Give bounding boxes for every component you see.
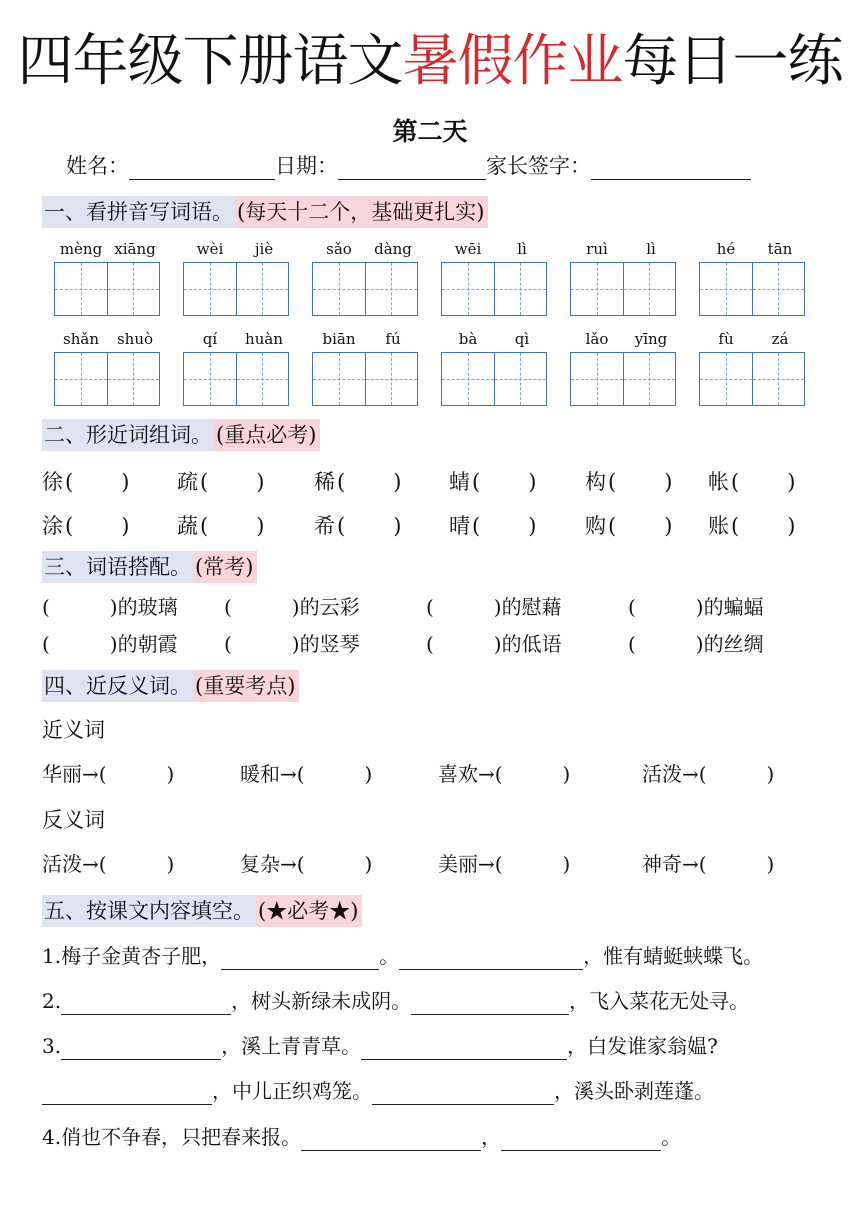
word-pair-item: 美丽→( )	[438, 852, 571, 876]
collocation-item: ( )的慰藉	[426, 595, 562, 619]
pinyin-label	[312, 330, 420, 348]
pinyin-label	[312, 240, 420, 258]
word-pair-item: 复杂→( )	[240, 852, 373, 876]
pinyin-label	[441, 330, 549, 348]
pinyin-label	[54, 240, 162, 258]
pinyin-syllable: hé	[716, 240, 736, 258]
similar-char-item: 帐( )	[708, 470, 798, 494]
pinyin-syllable: ruì	[586, 240, 608, 258]
blank-4b[interactable]	[372, 1084, 554, 1105]
word-pair-item: 活泼→( )	[642, 762, 775, 786]
grid-cell[interactable]	[184, 353, 237, 405]
page-title	[0, 22, 860, 102]
grid-cell[interactable]	[313, 353, 366, 405]
pinyin-syllable: lì	[646, 240, 656, 258]
grid-cell[interactable]	[108, 353, 160, 405]
writing-grid[interactable]	[54, 262, 160, 316]
line-1-text-c: ，惟有蜻蜓蛱蝶飞。	[583, 944, 764, 968]
blank-5b[interactable]	[501, 1130, 661, 1151]
pinyin-syllable: fú	[385, 330, 401, 348]
section-1-title: 一、看拼音写词语。	[42, 196, 235, 228]
line-2-text-c: ，飞入菜花无处寻。	[569, 989, 750, 1013]
pinyin-syllable: wēi	[454, 240, 482, 258]
pinyin-label	[699, 240, 807, 258]
similar-char-item: 蜻( )	[449, 470, 539, 494]
line-2-text-b: ，树头新绿未成阴。	[231, 989, 412, 1013]
pinyin-syllable: lǎo	[585, 330, 609, 348]
pinyin-label	[570, 240, 678, 258]
similar-char-item: 疏( )	[177, 470, 267, 494]
collocation-item: ( )的丝绸	[628, 632, 764, 656]
grid-cell[interactable]	[55, 263, 108, 315]
similar-char-item: 蔬( )	[177, 514, 267, 538]
fill-line-5	[42, 1123, 681, 1151]
grid-cell[interactable]	[313, 263, 366, 315]
grid-cell[interactable]	[571, 263, 624, 315]
sign-label: 家长签字：	[486, 154, 591, 178]
grid-cell[interactable]	[366, 263, 418, 315]
grid-cell[interactable]	[495, 263, 547, 315]
writing-grid[interactable]	[441, 262, 547, 316]
line-3-text-c: ，白发谁家翁媪?	[567, 1034, 718, 1058]
grid-cell[interactable]	[237, 263, 289, 315]
writing-grid[interactable]	[699, 262, 805, 316]
section-3-header	[42, 551, 257, 583]
grid-cell[interactable]	[700, 263, 753, 315]
pinyin-syllable: sǎo	[326, 240, 352, 258]
word-pair-item: 华丽→( )	[42, 762, 175, 786]
name-label: 姓名：	[66, 154, 129, 178]
pinyin-syllable: bà	[458, 330, 478, 348]
grid-cell[interactable]	[442, 263, 495, 315]
word-pair-item: 神奇→( )	[642, 852, 775, 876]
writing-grid[interactable]	[312, 352, 418, 406]
section-2-header	[42, 419, 320, 451]
pinyin-syllable: tān	[767, 240, 793, 258]
collocation-item: ( )的云彩	[224, 595, 360, 619]
grid-cell[interactable]	[624, 353, 676, 405]
similar-char-item: 希( )	[314, 514, 404, 538]
section-4-header	[42, 670, 299, 702]
section-5-title: 五、按课文内容填空。	[42, 895, 256, 927]
blank-1a[interactable]	[221, 949, 379, 970]
grid-cell[interactable]	[237, 353, 289, 405]
similar-char-item: 购( )	[585, 514, 675, 538]
pinyin-syllable: dàng	[374, 240, 412, 258]
line-5-text-c: 。	[661, 1125, 682, 1149]
pinyin-syllable: xiāng	[114, 240, 156, 258]
pinyin-syllable: biān	[322, 330, 356, 348]
blank-2b[interactable]	[411, 994, 569, 1015]
grid-cell[interactable]	[571, 353, 624, 405]
grid-cell[interactable]	[108, 263, 160, 315]
blank-4a[interactable]	[42, 1084, 212, 1105]
pinyin-syllable: mèng	[59, 240, 103, 258]
similar-char-item: 构( )	[585, 470, 675, 494]
antonym-label: 反义词	[42, 808, 105, 832]
line-1-text-a: 1.梅子金黄杏子肥，	[42, 944, 222, 968]
title-part-highlight: 暑假作业	[402, 29, 623, 94]
section-3-title: 三、词语搭配。	[42, 551, 193, 583]
section-1-tag: (每天十二个，基础更扎实)	[235, 196, 488, 228]
pinyin-label	[183, 330, 291, 348]
fill-line-2	[42, 987, 749, 1015]
pinyin-label	[570, 330, 678, 348]
line-3-text-a: 3.	[42, 1034, 62, 1058]
title-part-1: 四年级下册语文	[17, 29, 403, 94]
info-row	[66, 152, 751, 180]
fill-line-1	[42, 942, 763, 970]
grid-cell[interactable]	[184, 263, 237, 315]
blank-1b[interactable]	[399, 949, 583, 970]
pinyin-syllable: huàn	[245, 330, 283, 348]
pinyin-syllable: fù	[718, 330, 734, 348]
writing-grid[interactable]	[183, 262, 289, 316]
pinyin-label	[441, 240, 549, 258]
blank-2a[interactable]	[61, 994, 231, 1015]
section-1-header	[42, 196, 488, 228]
pinyin-syllable: jiè	[254, 240, 274, 258]
writing-grid[interactable]	[699, 352, 805, 406]
grid-cell[interactable]	[366, 353, 418, 405]
similar-char-item: 账( )	[708, 514, 798, 538]
pinyin-syllable: lì	[517, 240, 527, 258]
line-4-text-c: ，溪头卧剥莲蓬。	[554, 1079, 714, 1103]
word-pair-item: 活泼→( )	[42, 852, 175, 876]
line-3-text-b: ，溪上青青草。	[221, 1034, 362, 1058]
line-5-text-b: ，	[481, 1125, 502, 1149]
section-5-header	[42, 895, 362, 927]
collocation-item: ( )的玻璃	[42, 595, 178, 619]
date-label: 日期：	[275, 154, 338, 178]
pinyin-syllable: qí	[202, 330, 218, 348]
word-pair-item: 喜欢→( )	[438, 762, 571, 786]
section-2-title: 二、形近词组词。	[42, 419, 214, 451]
pinyin-syllable: shǎn	[63, 330, 99, 348]
writing-grid[interactable]	[570, 352, 676, 406]
pinyin-label	[183, 240, 291, 258]
writing-grid[interactable]	[441, 352, 547, 406]
line-1-text-b: 。	[379, 944, 400, 968]
writing-grid[interactable]	[312, 262, 418, 316]
line-4-text-b: ，中儿正织鸡笼。	[212, 1079, 372, 1103]
word-pair-item: 暖和→( )	[240, 762, 373, 786]
section-3-tag: (常考)	[193, 551, 257, 583]
name-field[interactable]	[129, 157, 275, 180]
collocation-item: ( )的竖琴	[224, 632, 360, 656]
collocation-item: ( )的朝霞	[42, 632, 178, 656]
grid-cell[interactable]	[624, 263, 676, 315]
grid-cell[interactable]	[495, 353, 547, 405]
blank-3a[interactable]	[61, 1039, 221, 1060]
grid-cell[interactable]	[753, 353, 805, 405]
title-part-3: 每日一练	[622, 29, 843, 94]
pinyin-syllable: wèi	[196, 240, 224, 258]
pinyin-syllable: qì	[514, 330, 530, 348]
grid-cell[interactable]	[753, 263, 805, 315]
blank-5a[interactable]	[301, 1130, 481, 1151]
grid-cell[interactable]	[55, 353, 108, 405]
pinyin-label	[54, 330, 162, 348]
section-4-title: 四、近反义词。	[42, 670, 193, 702]
grid-cell[interactable]	[442, 353, 495, 405]
pinyin-syllable: shuò	[116, 330, 154, 348]
writing-grid[interactable]	[54, 352, 160, 406]
similar-char-item: 稀( )	[314, 470, 404, 494]
line-2-text-a: 2.	[42, 989, 62, 1013]
day-heading: 第二天	[392, 117, 468, 146]
blank-3b[interactable]	[361, 1039, 567, 1060]
section-4-tag: (重要考点)	[193, 670, 299, 702]
similar-char-item: 晴( )	[449, 514, 539, 538]
pinyin-syllable: yīng	[634, 330, 668, 348]
line-5-text-a: 4.俏也不争春，只把春来报。	[42, 1125, 302, 1149]
writing-grid[interactable]	[183, 352, 289, 406]
writing-grid[interactable]	[570, 262, 676, 316]
similar-char-item: 涂( )	[42, 514, 132, 538]
fill-line-3	[42, 1032, 718, 1060]
fill-line-4	[42, 1077, 714, 1105]
section-5-tag: (★必考★)	[256, 895, 362, 927]
synonym-label: 近义词	[42, 718, 105, 742]
sign-field[interactable]	[591, 157, 751, 180]
pinyin-label	[699, 330, 807, 348]
grid-cell[interactable]	[700, 353, 753, 405]
section-2-tag: (重点必考)	[214, 419, 320, 451]
similar-char-item: 徐( )	[42, 470, 132, 494]
date-field[interactable]	[338, 157, 486, 180]
collocation-item: ( )的蝙蝠	[628, 595, 764, 619]
collocation-item: ( )的低语	[426, 632, 562, 656]
pinyin-syllable: zá	[771, 330, 789, 348]
